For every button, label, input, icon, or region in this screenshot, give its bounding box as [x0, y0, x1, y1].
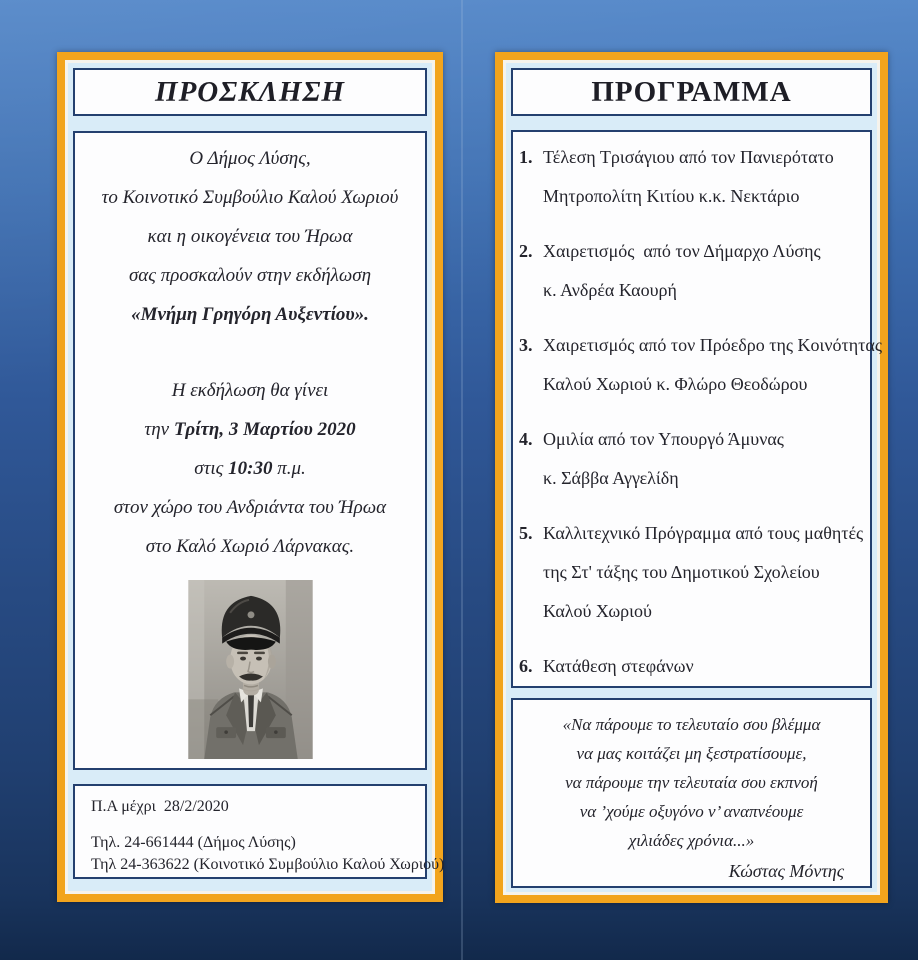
phone-line-2: Τηλ 24-363622 (Κοινοτικό Συμβούλιο Καλού Χωριού) [91, 856, 445, 873]
quote-line: «Να πάρουμε το τελευταίο σου βλέμμα [562, 715, 821, 734]
program-item-1 [519, 138, 866, 216]
program-item-text [543, 420, 866, 498]
quote-line: να πάρουμε την τελευταία σου εκπνοή [565, 773, 818, 792]
contact-box [73, 784, 445, 879]
program-item-text [543, 326, 882, 404]
poem-quote-box [511, 698, 872, 888]
program-item-line: Καλού Χωριού κ. Φλώρο Θεοδώρου [543, 374, 808, 394]
quote-line: να μας κοιτάζει μη ξεστρατίσουμε, [576, 744, 807, 763]
program-item-5 [519, 514, 866, 631]
program-item-line: Χαιρετισμός από τον Δήμαρχο Λύσης [543, 241, 821, 261]
invitation-line: και η οικογένεια του Ήρωα [147, 226, 353, 247]
program-item-number: 2. [519, 241, 533, 261]
event-date-prefix: την [144, 419, 174, 440]
event-time: 10:30 [228, 458, 273, 479]
program-list-box [511, 130, 882, 688]
program-item-number: 1. [519, 147, 533, 167]
quote-line: να ’χούμε οξυγόνο ν’ αναπνέουμε [579, 802, 804, 821]
rsvp-deadline: Π.Α μέχρι 28/2/2020 [91, 798, 229, 815]
event-name-line: «Μνήμη Γρηγόρη Αυξεντίου». [131, 304, 369, 325]
program-item-line: Καλλιτεχνικό Πρόγραμμα από τους μαθητές [543, 523, 864, 543]
event-time-suffix: π.μ. [272, 458, 306, 479]
program-item-text [543, 232, 866, 310]
invitation-line: Ο Δήμος Λύσης, [189, 148, 311, 169]
program-item-line: της Στ' τάξης του Δημοτικού Σχολείου [543, 562, 820, 582]
program-item-number: 3. [519, 335, 533, 355]
event-time-line [75, 449, 425, 488]
invitation-title: ΠΡΟΣΚΛΗΣΗ [155, 75, 345, 108]
program-item-text [543, 514, 866, 631]
invitation-panel-liner [65, 60, 445, 894]
program-title: ΠΡΟΓΡΑΜΜΑ [591, 75, 792, 108]
program-item-3 [519, 326, 882, 404]
event-place-line: στον χώρο του Ανδριάντα του Ήρωα [113, 497, 387, 518]
program-item-text [543, 647, 866, 686]
center-fold-line [461, 0, 463, 960]
event-date: Τρίτη, 3 Μαρτίου 2020 [173, 419, 356, 440]
program-item-text [543, 138, 866, 216]
invitation-body-box [73, 131, 427, 770]
program-item-number: 6. [519, 656, 533, 676]
invitation-title-box [73, 68, 427, 116]
program-item-line: Καλού Χωριού [543, 601, 652, 621]
invitation-line: το Κοινοτικό Συμβούλιο Καλού Χωριού [101, 187, 399, 208]
program-panel [495, 52, 888, 903]
program-item-line: Χαιρετισμός από τον Πρόεδρο της Κοινότητας [543, 335, 882, 355]
phone-line-1: Τηλ. 24-661444 (Δήμος Λύσης) [91, 834, 296, 851]
program-item-line: Κατάθεση στεφάνων [543, 656, 694, 676]
program-item-2 [519, 232, 866, 310]
program-item-4 [519, 420, 866, 498]
program-item-line: κ. Ανδρέα Καουρή [543, 280, 677, 300]
hero-photo [188, 580, 313, 759]
invitation-panel [57, 52, 443, 902]
program-item-6 [519, 647, 866, 686]
event-place-line-2: στο Καλό Χωριό Λάρνακας. [145, 536, 355, 557]
program-item-line: Μητροπολίτη Κιτίου κ.κ. Νεκτάριο [543, 186, 800, 206]
quote-line: χιλιάδες χρόνια...» [628, 831, 755, 850]
quote-author: Κώστας Μόντης [728, 861, 844, 881]
event-time-prefix: στις [194, 458, 229, 479]
program-item-line: Τέλεση Τρισάγιου από τον Πανιερότατο [543, 147, 834, 167]
event-date-line [75, 410, 425, 449]
program-item-line: Ομιλία από τον Υπουργό Άμυνας [543, 429, 784, 449]
program-item-number: 4. [519, 429, 533, 449]
event-intro-line: Η εκδήλωση θα γίνει [171, 380, 329, 401]
program-panel-liner [503, 60, 880, 895]
invitation-line: σας προσκαλούν στην εκδήλωση [128, 265, 372, 286]
invitation-panel-inner [68, 63, 445, 891]
program-panel-inner [506, 63, 882, 892]
program-title-box [511, 68, 872, 116]
program-item-line: κ. Σάββα Αγγελίδη [543, 468, 679, 488]
program-item-number: 5. [519, 523, 533, 543]
